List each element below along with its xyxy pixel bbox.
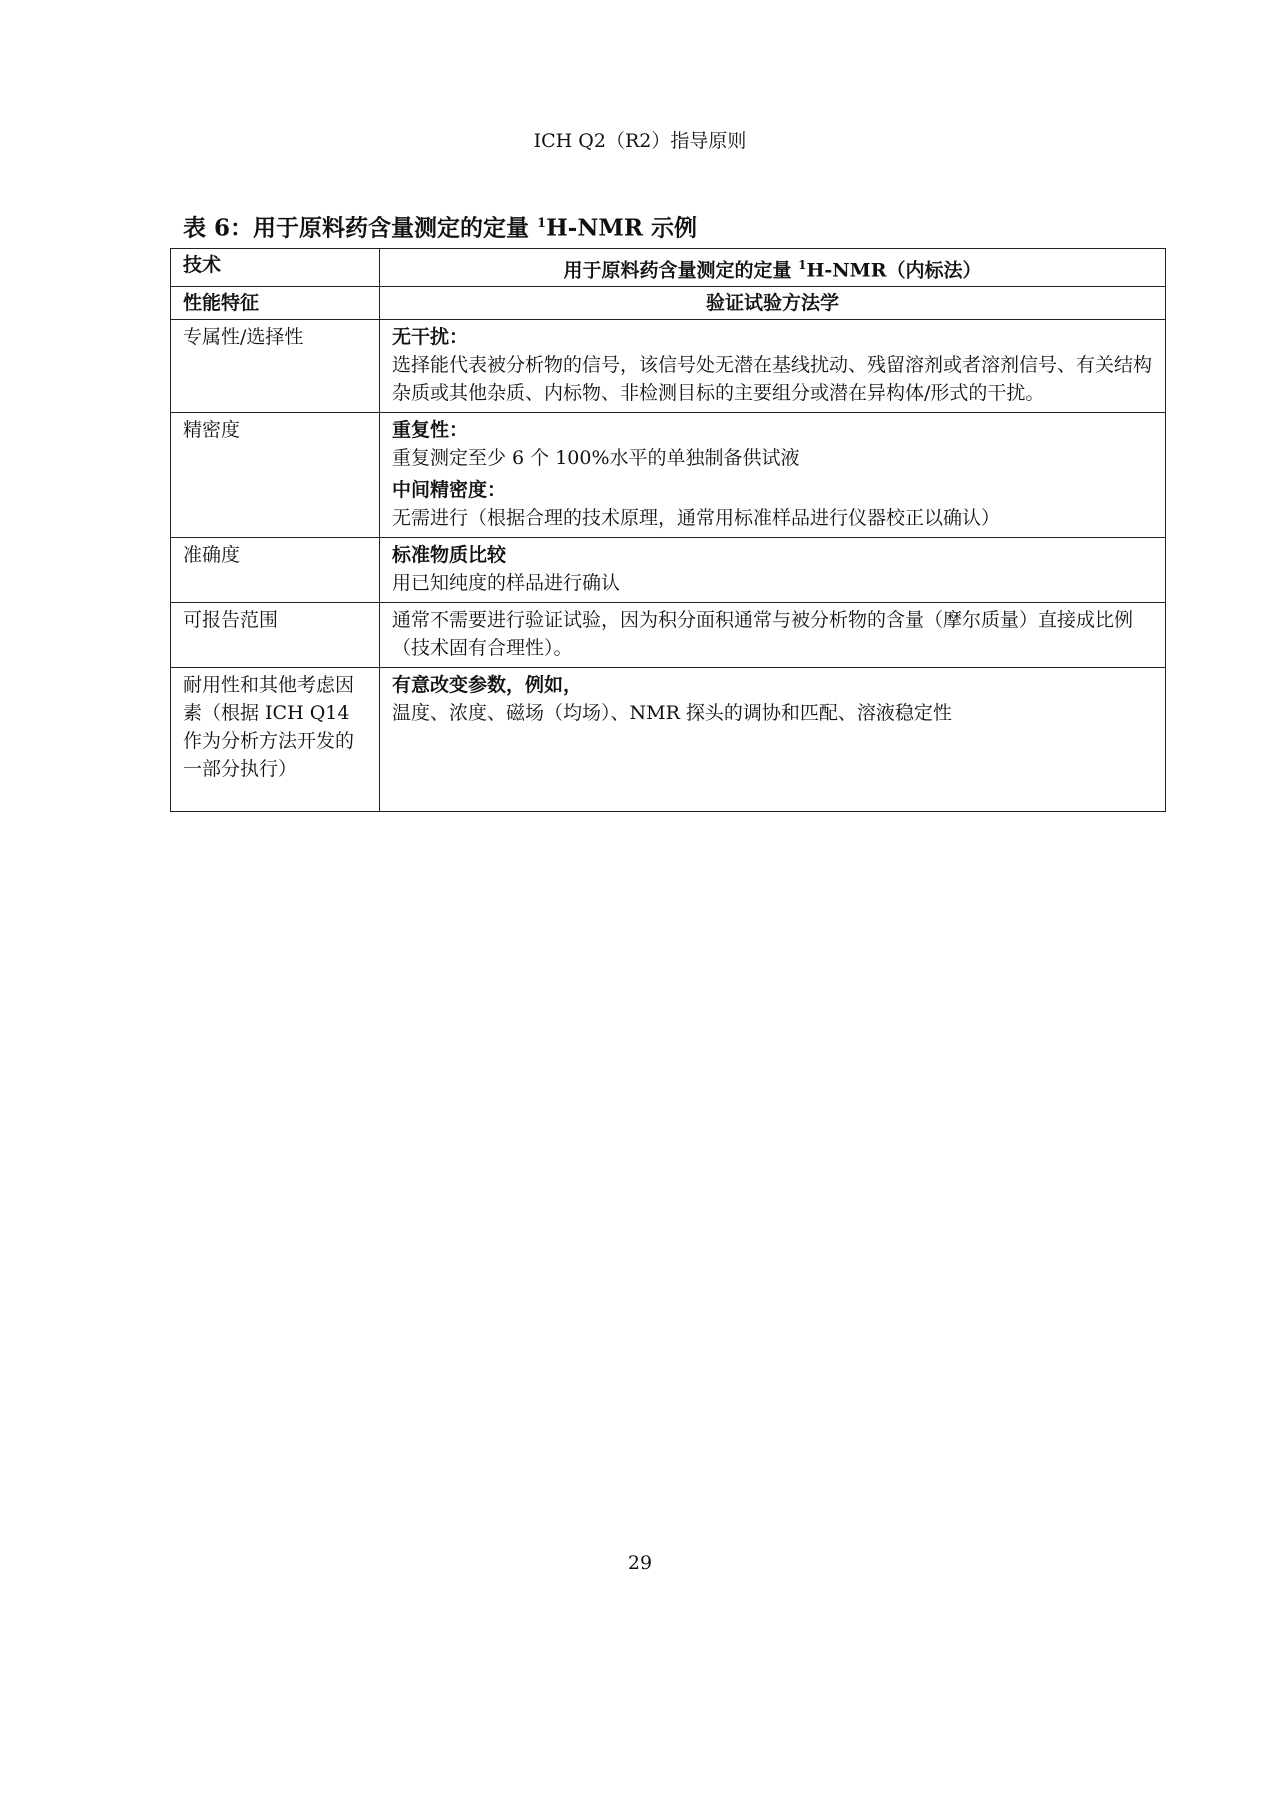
validation-table (170, 248, 1166, 812)
row-label-reportable-range: 可报告范围 (171, 603, 380, 668)
row-label-accuracy: 准确度 (171, 538, 380, 603)
row-label-specificity: 专属性/选择性 (171, 320, 380, 413)
row-content-robustness (380, 668, 1166, 812)
table-title-suffix: H-NMR 示例 (546, 214, 697, 242)
page-header: ICH Q2（R2）指导原则 (533, 130, 747, 152)
table-row (171, 603, 1166, 668)
intermediate-precision-text: 无需进行（根据合理的技术原理，通常用标准样品进行仪器校正以确认） (392, 507, 1001, 530)
row-content-reportable-range (380, 603, 1166, 668)
page-number: 29 (627, 1552, 653, 1574)
row-content-accuracy (380, 538, 1166, 603)
table-title (183, 208, 697, 245)
intermediate-precision-heading: 中间精密度： (392, 479, 507, 502)
specificity-heading: 无干扰： (392, 326, 469, 349)
header-technique-label: 技术 (171, 249, 380, 287)
header-characteristic-label: 性能特征 (171, 287, 380, 320)
robustness-text: 温度、浓度、磁场（均场）、NMR 探头的调协和匹配、溶液稳定性 (392, 702, 952, 725)
table-header-row-technique (171, 249, 1166, 287)
accuracy-text: 用已知纯度的样品进行确认 (392, 572, 621, 595)
robustness-heading: 有意改变参数，例如， (392, 674, 583, 697)
reportable-range-text: 通常不需要进行验证试验，因为积分面积通常与被分析物的含量（摩尔质量）直接成比例（技术固有合理性）。 (392, 609, 1134, 660)
accuracy-heading: 标准物质比较 (392, 544, 507, 567)
table-title-prefix: 表 6：用于原料药含量测定的定量 (183, 214, 538, 242)
header-technique-superscript: 1 (798, 258, 807, 272)
header-technique-prefix: 用于原料药含量测定的定量 (563, 259, 799, 282)
header-methodology-label: 验证试验方法学 (380, 287, 1166, 320)
header-technique-suffix: H-NMR（内标法） (806, 259, 982, 282)
header-technique-value (380, 249, 1166, 287)
table-row (171, 320, 1166, 413)
row-content-precision (380, 413, 1166, 538)
row-label-robustness: 耐用性和其他考虑因素（根据 ICH Q14 作为分析方法开发的一部分执行） (171, 668, 380, 812)
table-header-row-characteristics (171, 287, 1166, 320)
row-label-precision: 精密度 (171, 413, 380, 538)
repeatability-text: 重复测定至少 6 个 100%水平的单独制备供试液 (392, 447, 800, 470)
row-content-specificity (380, 320, 1166, 413)
repeatability-heading: 重复性： (392, 419, 469, 442)
table-row (171, 413, 1166, 538)
table-row (171, 668, 1166, 812)
table-row (171, 538, 1166, 603)
table-title-superscript: 1 (537, 216, 547, 231)
specificity-text: 选择能代表被分析物的信号，该信号处无潜在基线扰动、残留溶剂或者溶剂信号、有关结构杂质或其他杂质、内标物、非检测目标的主要组分或潜在异构体/形式的干扰。 (392, 354, 1153, 405)
